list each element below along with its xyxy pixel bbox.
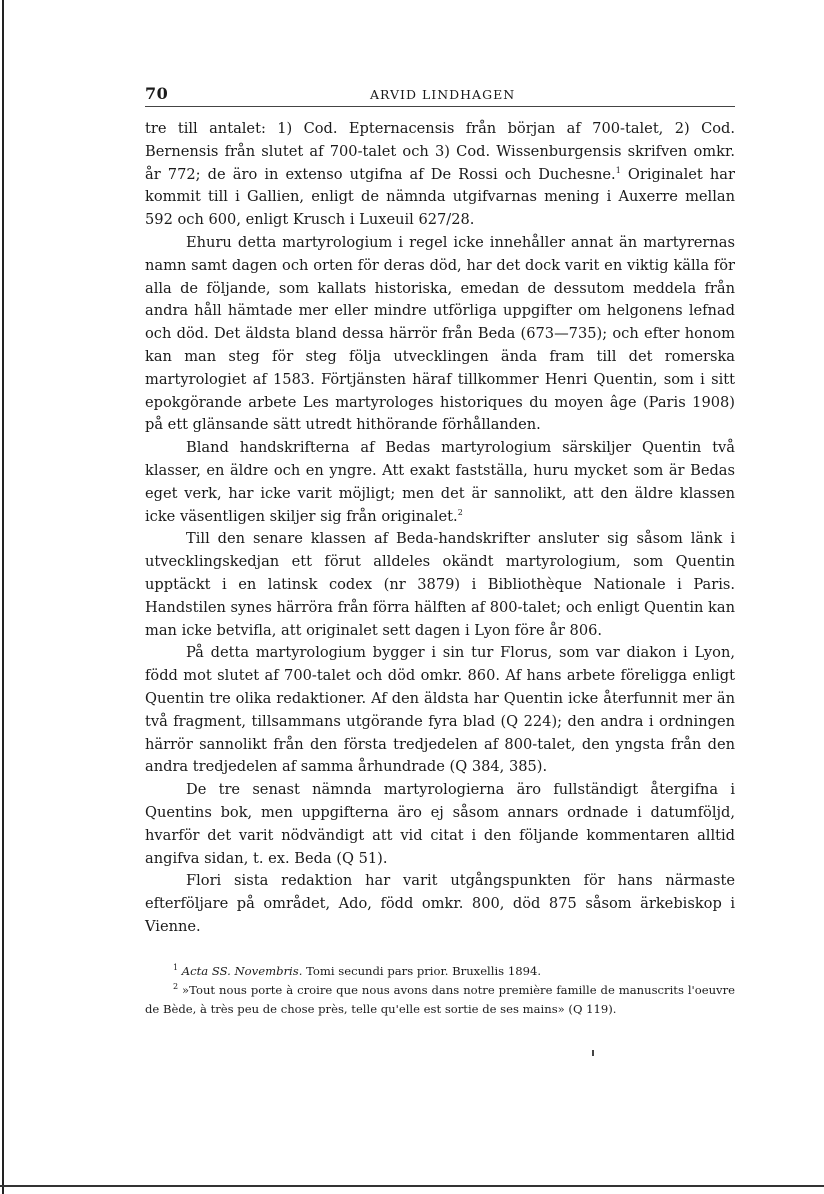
paragraph-2: Ehuru detta martyrologium i regel icke innehåller annat än martyrernas namn samt dagen och orten för deras död, har det dock varit en viktig källa för alla de följande, som kallats historiska, emedan de dessutom meddela från andra håll hämtade mer eller mindre utförliga uppgifter om helgonens lefnad och död. Det äldsta bland dessa härrör från Beda (673—735); och efter honom kan man steg för steg följa utvecklingen ända fram till det romerska martyrologiet af 1583. Förtjänsten häraf tillkommer Henri Quentin, som i sitt epokgörande arbete Les martyrologes historiques du moyen âge (Paris 1908) på ett glänsande sätt utredt hithörande förhållanden. xyxy=(145,233,735,434)
paragraph-6: De tre senast nämnda martyrologierna äro fullständigt återgifna i Quentins bok, men uppgifterna äro ej såsom annars ordnade i datumföljd, hvarför det varit nödvändigt att vid citat i den följande kommentaren alltid angifva sidan, t. ex. Beda (Q 51). xyxy=(145,781,735,867)
paragraph-1-tail: Originalet har kommit till i Gallien, enligt de nämnda utgifvarnas mening i Auxerre mellan 592 och 600, enligt Krusch i Luxeuil 627/28. xyxy=(145,165,735,229)
paragraph-1 xyxy=(145,118,735,232)
ink-speck xyxy=(592,1050,594,1056)
footnotes xyxy=(145,962,735,1019)
footnote-1 xyxy=(145,962,735,981)
footnote-marker-1: 1 xyxy=(173,963,179,973)
running-head: ARVID LINDHAGEN xyxy=(370,87,516,102)
footnote-2-text: »Tout nous porte à croire que nous avons dans notre première famille de manuscrits l'oeuvre de Bède, à très peu de chose près, telle qu'elle est sortie de ses mains» (Q 119). xyxy=(145,983,735,1016)
footnote-1-text: Tomi secundi pars prior. Bruxellis 1894. xyxy=(302,964,542,978)
scan-edge-bottom xyxy=(0,1185,824,1187)
body-text xyxy=(145,118,735,939)
footnote-ref-2: 2 xyxy=(457,507,463,517)
footnote-marker-2: 2 xyxy=(173,982,179,992)
paragraph-5: På detta martyrologium bygger i sin tur Florus, som var diakon i Lyon, född mot slutet af 700-talet och död omkr. 860. Af hans arbete föreligga enligt Quentin tre olika redaktioner. Af den äldsta har Quentin icke återfunnit mer än två fragment, tillsammans utgörande fyra blad (Q 224); den andra i ordningen härrör sannolikt från den första tredjedelen af 800-talet, den yngsta från den andra tredjedelen af samma århundrade (Q 384, 385). xyxy=(145,644,735,776)
paragraph-3 xyxy=(145,437,735,528)
paragraph-1-text: tre till antalet: 1) Cod. Epternacensis från början af 700-talet, 2) Cod. Bernensis från slutet af 700-talet och 3) Cod. Wissenburgensis skrifven omkr. år 772; de äro in extenso utgifna af De Rossi och Duchesne. xyxy=(145,120,735,183)
scan-edge-left xyxy=(2,0,4,1194)
paragraph-4: Till den senare klassen af Beda-handskrifter ansluter sig såsom länk i utvecklingskedjan ett förut alldeles okändt martyrologium, som Quentin upptäckt i en latinsk codex (nr 3879) i Bibliothèque Nationale i Paris. Handstilen synes härröra från förra hälften af 800-talet; och enligt Quentin kan man icke betvifla, att originalet sett dagen i Lyon före år 806. xyxy=(145,530,735,639)
paragraph-3-text: Bland handskrifterna af Bedas martyrologium särskiljer Quentin två klasser, en äldre och en yngre. Att exakt fastställa, huru mycket som är Bedas eget verk, har icke varit möjligt; men det är sannolikt, att den äldre klassen icke väsentligen skiljer sig från originalet. xyxy=(145,439,735,525)
paragraph-7: Flori sista redaktion har varit utgångspunkten för hans närmaste efterföljare på området, Ado, född omkr. 800, död 875 såsom ärkebiskop i Vienne. xyxy=(145,872,735,935)
footnote-ref-1: 1 xyxy=(615,165,621,175)
footnote-2 xyxy=(145,981,735,1019)
footnote-1-italic: Acta SS. Novembris. xyxy=(181,964,303,978)
page-number: 70 xyxy=(145,84,169,103)
page-header xyxy=(145,84,735,107)
